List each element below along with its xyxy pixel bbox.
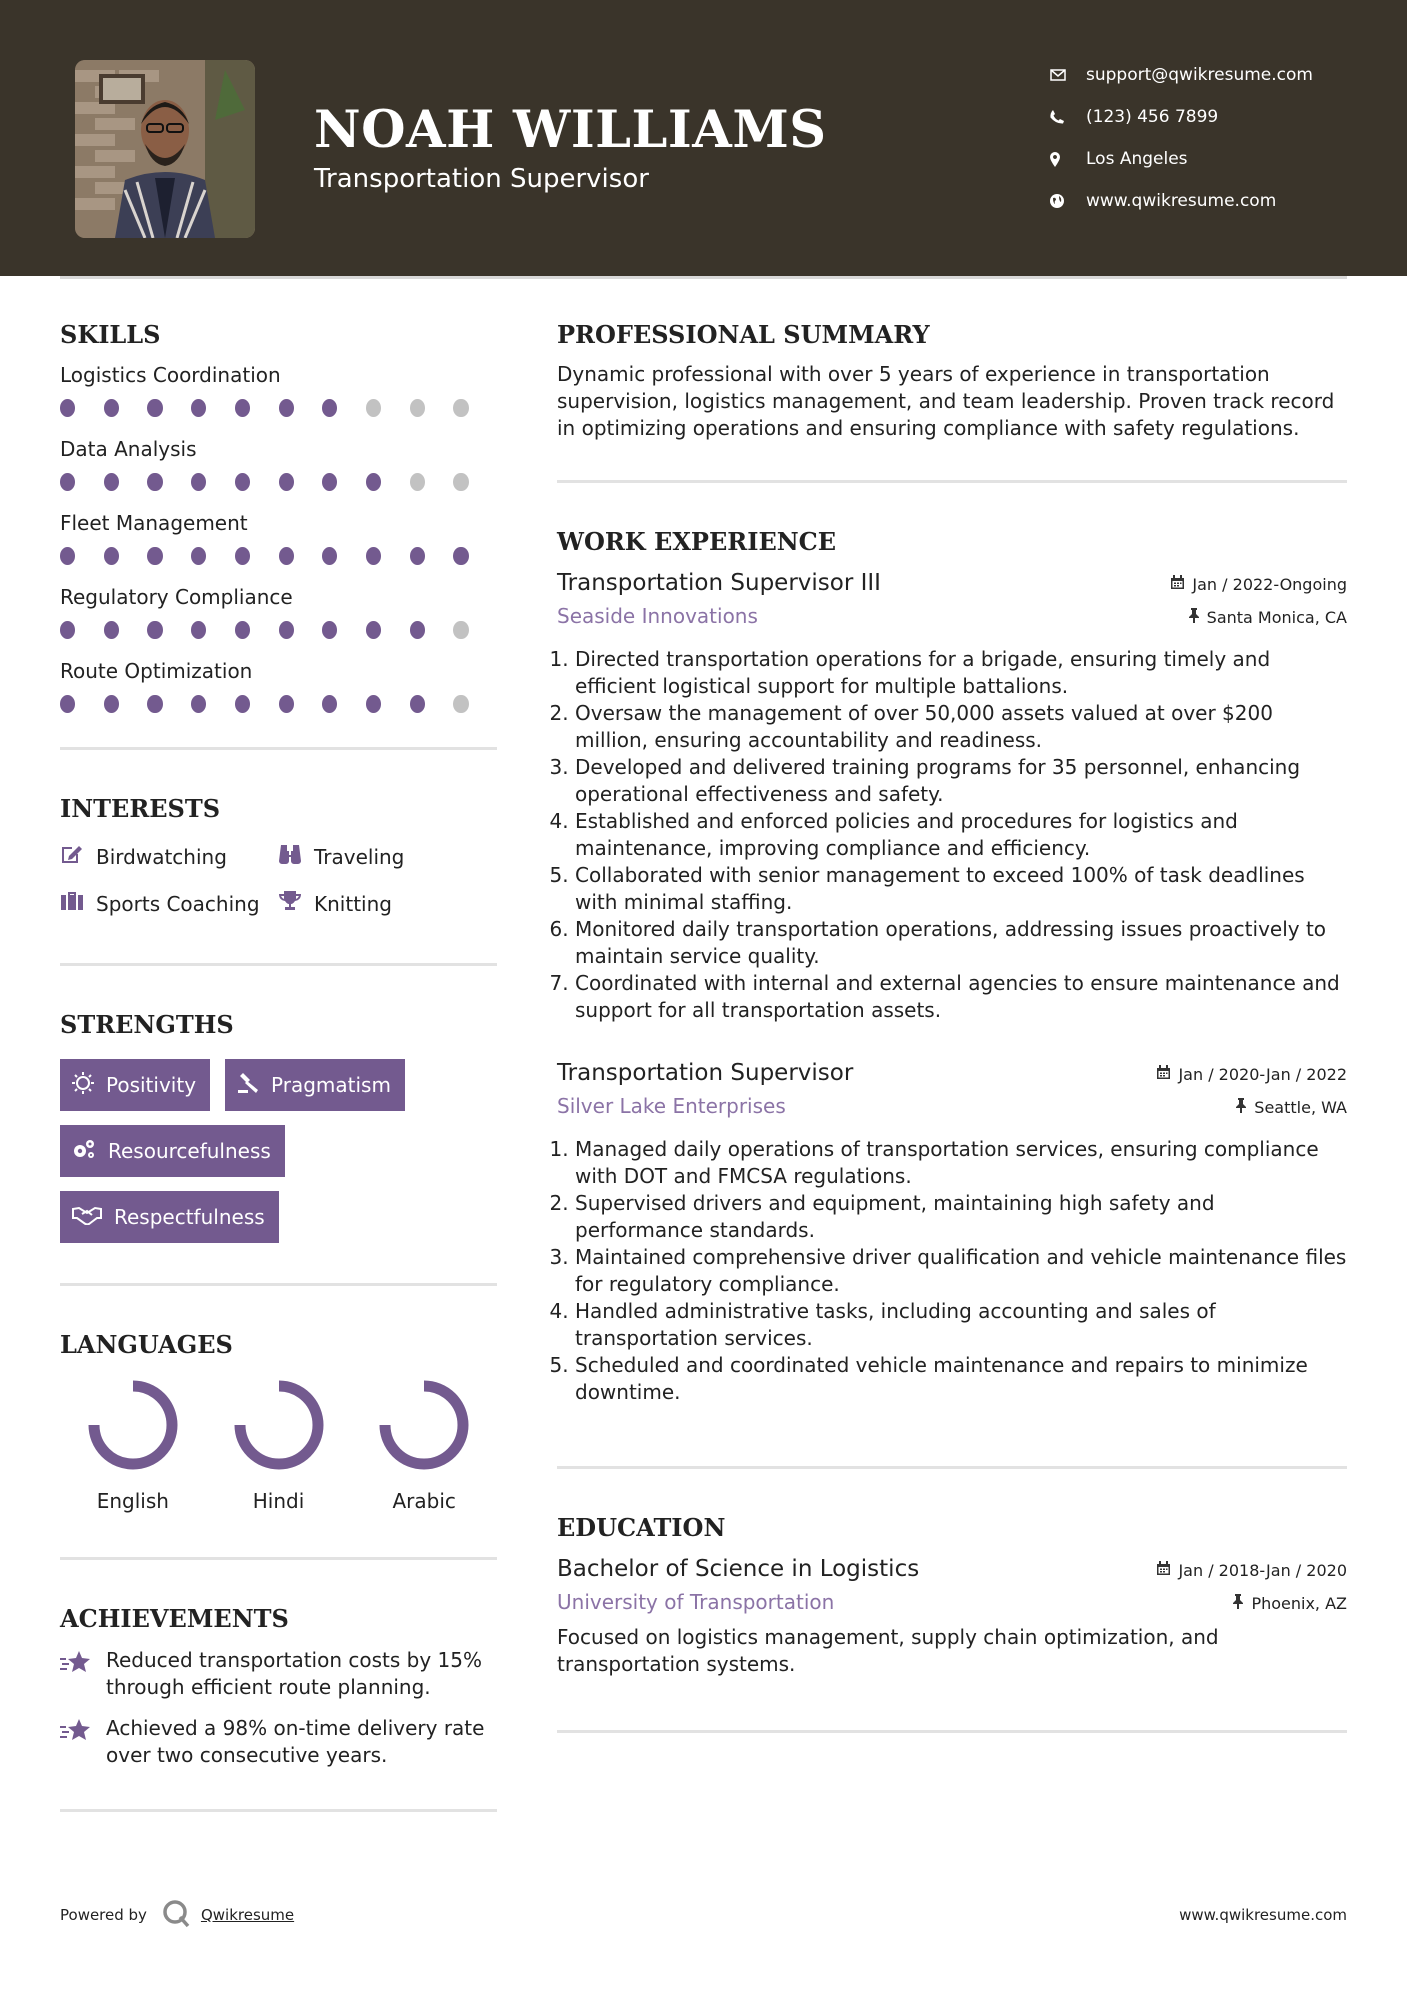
briefcase-icon bbox=[60, 890, 96, 917]
skill-item bbox=[60, 363, 497, 417]
rating-dot-filled bbox=[410, 547, 425, 565]
rating-dot-filled bbox=[366, 695, 381, 713]
interest-item bbox=[60, 843, 278, 870]
rating-dot-filled bbox=[366, 473, 381, 491]
gavel-icon bbox=[237, 1072, 271, 1099]
candidate-role: Transportation Supervisor bbox=[314, 164, 649, 194]
rating-dot-filled bbox=[235, 399, 250, 417]
skill-item bbox=[60, 659, 497, 713]
rating-dot-empty bbox=[453, 621, 468, 639]
strengths-title: STRENGTHS bbox=[60, 1010, 234, 1039]
contact-email-text: support@qwikresume.com bbox=[1086, 65, 1313, 85]
rating-dot-filled bbox=[235, 547, 250, 565]
language-item bbox=[351, 1377, 497, 1513]
rating-dot-filled bbox=[191, 473, 206, 491]
school-name: University of Transportation bbox=[557, 1590, 835, 1614]
rating-dot-filled bbox=[322, 473, 337, 491]
duty-item: 5. Scheduled and coordinated vehicle maintenance and repairs to minimize downtime. bbox=[575, 1352, 1347, 1406]
edit-icon bbox=[60, 843, 96, 870]
job-title: Transportation Supervisor bbox=[557, 1060, 854, 1086]
company-name: Silver Lake Enterprises bbox=[557, 1094, 786, 1118]
interest-label: Knitting bbox=[314, 891, 392, 916]
languages-title: LANGUAGES bbox=[60, 1330, 233, 1359]
contact-location-text: Los Angeles bbox=[1086, 149, 1188, 169]
interest-label: Traveling bbox=[314, 844, 405, 869]
job-location bbox=[1235, 1098, 1347, 1117]
qwikresume-logo-icon bbox=[161, 1898, 191, 1932]
achievement-text: Achieved a 98% on-time delivery rate over two consecutive years. bbox=[106, 1716, 485, 1767]
skill-rating bbox=[60, 695, 497, 713]
rating-dot-filled bbox=[147, 473, 162, 491]
rating-dot-filled bbox=[147, 621, 162, 639]
strength-badge bbox=[60, 1059, 210, 1111]
duty-item: 2. Supervised drivers and equipment, maintaining high safety and performance standards. bbox=[575, 1190, 1347, 1244]
summary-title: PROFESSIONAL SUMMARY bbox=[557, 320, 930, 349]
education-location bbox=[1232, 1594, 1347, 1613]
skill-item bbox=[60, 437, 497, 491]
rating-dot-filled bbox=[322, 547, 337, 565]
pin-icon bbox=[1235, 1098, 1254, 1117]
language-name: English bbox=[96, 1489, 169, 1513]
duty-item: 1. Managed daily operations of transportation services, ensuring compliance with DOT and FMCSA regulations. bbox=[575, 1136, 1347, 1190]
interest-item bbox=[60, 890, 278, 917]
rating-dot-filled bbox=[279, 399, 294, 417]
powered-by-text: Powered by bbox=[60, 1906, 147, 1924]
interests-title: INTERESTS bbox=[60, 794, 221, 823]
interest-label: Sports Coaching bbox=[96, 891, 260, 916]
rating-dot-filled bbox=[279, 695, 294, 713]
education-entry bbox=[557, 1556, 1347, 1678]
achievement-item bbox=[60, 1647, 497, 1701]
section-divider bbox=[557, 1730, 1347, 1733]
contact-website-text: www.qwikresume.com bbox=[1086, 191, 1277, 211]
job-location bbox=[1188, 608, 1347, 627]
skill-name: Regulatory Compliance bbox=[60, 585, 293, 609]
rating-dot-filled bbox=[279, 621, 294, 639]
strength-badge bbox=[225, 1059, 405, 1111]
gears-icon bbox=[72, 1138, 108, 1165]
job-location-text: Santa Monica, CA bbox=[1206, 608, 1347, 627]
job-date bbox=[1170, 575, 1347, 594]
resume-header bbox=[0, 0, 1407, 276]
section-divider bbox=[60, 747, 497, 750]
education-title: EDUCATION bbox=[557, 1513, 726, 1542]
rating-dot-empty bbox=[410, 473, 425, 491]
rating-dot-filled bbox=[60, 473, 75, 491]
duty-item: 3. Developed and delivered training programs for 35 personnel, enhancing operational effectiveness and safety. bbox=[575, 754, 1347, 808]
duties-list bbox=[557, 646, 1347, 1024]
strength-label: Positivity bbox=[106, 1073, 197, 1097]
star-icon bbox=[60, 1647, 106, 1701]
trophy-icon bbox=[278, 890, 314, 917]
rating-dot-empty bbox=[453, 473, 468, 491]
skill-rating bbox=[60, 399, 497, 417]
company-name: Seaside Innovations bbox=[557, 604, 758, 628]
rating-dot-filled bbox=[191, 399, 206, 417]
rating-dot-empty bbox=[366, 399, 381, 417]
job-entry bbox=[557, 1060, 1347, 1406]
degree-title: Bachelor of Science in Logistics bbox=[557, 1556, 920, 1582]
contact-list bbox=[1050, 54, 1380, 222]
skill-rating bbox=[60, 473, 497, 491]
job-date-text: Jan / 2020-Jan / 2022 bbox=[1178, 1065, 1347, 1084]
skill-name: Logistics Coordination bbox=[60, 363, 281, 387]
envelope-icon bbox=[1050, 69, 1086, 81]
rating-dot-filled bbox=[60, 547, 75, 565]
duty-item: 4. Established and enforced policies and procedures for logistics and maintenance, improving compliance and efficiency. bbox=[575, 808, 1347, 862]
interest-label: Birdwatching bbox=[96, 844, 227, 869]
rating-dot-filled bbox=[235, 473, 250, 491]
binoculars-icon bbox=[278, 843, 314, 870]
language-item bbox=[60, 1377, 206, 1513]
skills-title: SKILLS bbox=[60, 320, 161, 349]
section-divider bbox=[60, 963, 497, 966]
contact-website[interactable] bbox=[1050, 180, 1380, 222]
rating-dot-filled bbox=[104, 473, 119, 491]
profile-photo bbox=[75, 60, 255, 238]
job-location-text: Seattle, WA bbox=[1254, 1098, 1347, 1117]
calendar-icon bbox=[1156, 1065, 1178, 1084]
skill-name: Fleet Management bbox=[60, 511, 248, 535]
language-gauge bbox=[231, 1377, 327, 1473]
star-icon bbox=[60, 1715, 106, 1769]
skill-item bbox=[60, 511, 497, 565]
rating-dot-filled bbox=[104, 621, 119, 639]
rating-dot-filled bbox=[147, 547, 162, 565]
interest-item bbox=[278, 843, 498, 870]
rating-dot-filled bbox=[191, 695, 206, 713]
strengths-list bbox=[60, 1059, 497, 1243]
rating-dot-filled bbox=[191, 621, 206, 639]
rating-dot-filled bbox=[104, 399, 119, 417]
calendar-icon bbox=[1170, 575, 1192, 594]
rating-dot-filled bbox=[279, 547, 294, 565]
duties-list bbox=[557, 1136, 1347, 1406]
handshake-icon bbox=[72, 1205, 114, 1230]
achievements-list bbox=[60, 1647, 497, 1769]
section-divider bbox=[557, 1466, 1347, 1469]
sun-icon bbox=[72, 1072, 106, 1099]
calendar-icon bbox=[1156, 1561, 1178, 1580]
job-entry bbox=[557, 570, 1347, 1024]
section-divider bbox=[60, 1283, 497, 1286]
rating-dot-filled bbox=[322, 621, 337, 639]
section-divider bbox=[557, 480, 1347, 483]
education-description: Focused on logistics management, supply chain optimization, and transportation systems. bbox=[557, 1625, 1219, 1676]
footer-website[interactable]: www.qwikresume.com bbox=[1179, 1906, 1347, 1924]
skill-rating bbox=[60, 621, 497, 639]
languages-list bbox=[60, 1377, 497, 1513]
rating-dot-filled bbox=[235, 621, 250, 639]
job-date bbox=[1156, 1065, 1347, 1084]
header-divider bbox=[60, 276, 1347, 279]
skill-name: Data Analysis bbox=[60, 437, 197, 461]
rating-dot-filled bbox=[366, 547, 381, 565]
education-date bbox=[1156, 1561, 1347, 1580]
rating-dot-filled bbox=[410, 621, 425, 639]
rating-dot-filled bbox=[191, 547, 206, 565]
strength-badge bbox=[60, 1191, 279, 1243]
rating-dot-filled bbox=[453, 547, 468, 565]
rating-dot-filled bbox=[322, 695, 337, 713]
skills-list bbox=[60, 363, 497, 713]
education-date-text: Jan / 2018-Jan / 2020 bbox=[1178, 1561, 1347, 1580]
language-gauge bbox=[376, 1377, 472, 1473]
interests-list bbox=[60, 843, 497, 917]
rating-dot-empty bbox=[453, 399, 468, 417]
duty-item: 1. Directed transportation operations for a brigade, ensuring timely and efficient logistical support for multiple battalions. bbox=[575, 646, 1347, 700]
contact-location bbox=[1050, 138, 1380, 180]
globe-icon bbox=[1050, 194, 1086, 208]
rating-dot-filled bbox=[410, 695, 425, 713]
rating-dot-filled bbox=[60, 621, 75, 639]
duty-item: 7. Coordinated with internal and external agencies to ensure maintenance and support for all transportation assets. bbox=[575, 970, 1347, 1024]
rating-dot-filled bbox=[60, 399, 75, 417]
right-column bbox=[557, 320, 1347, 1733]
language-name: Arabic bbox=[392, 1489, 456, 1513]
footer-powered bbox=[60, 1898, 294, 1932]
job-title: Transportation Supervisor III bbox=[557, 570, 881, 596]
job-date-text: Jan / 2022-Ongoing bbox=[1192, 575, 1347, 594]
work-title: WORK EXPERIENCE bbox=[557, 527, 837, 556]
achievement-item bbox=[60, 1715, 497, 1769]
rating-dot-filled bbox=[147, 695, 162, 713]
section-divider bbox=[60, 1557, 497, 1560]
strength-badge bbox=[60, 1125, 285, 1177]
interest-item bbox=[278, 890, 498, 917]
skill-rating bbox=[60, 547, 497, 565]
education-location-text: Phoenix, AZ bbox=[1251, 1594, 1347, 1613]
rating-dot-empty bbox=[410, 399, 425, 417]
pin-icon bbox=[1232, 1594, 1251, 1613]
strength-label: Resourcefulness bbox=[108, 1139, 271, 1163]
language-item bbox=[206, 1377, 352, 1513]
left-column bbox=[60, 320, 497, 1812]
skill-item bbox=[60, 585, 497, 639]
achievement-text: Reduced transportation costs by 15% through efficient route planning. bbox=[106, 1648, 482, 1699]
contact-phone[interactable] bbox=[1050, 96, 1380, 138]
language-name: Hindi bbox=[252, 1489, 305, 1513]
rating-dot-filled bbox=[104, 695, 119, 713]
skill-name: Route Optimization bbox=[60, 659, 253, 683]
qwikresume-link[interactable]: Qwikresume bbox=[200, 1906, 295, 1924]
language-gauge bbox=[85, 1377, 181, 1473]
map-pin-icon bbox=[1050, 152, 1086, 167]
pin-icon bbox=[1188, 608, 1207, 627]
rating-dot-filled bbox=[235, 695, 250, 713]
summary-text: Dynamic professional with over 5 years of experience in transportation supervision, logistics management, and team leadership. Proven track record in optimizing operations and ensuring compliance with safety regulations. bbox=[557, 362, 1335, 440]
duty-item: 2. Oversaw the management of over 50,000 assets valued at over $200 million, ensuring accountability and readiness. bbox=[575, 700, 1347, 754]
section-divider bbox=[60, 1809, 497, 1812]
rating-dot-empty bbox=[453, 695, 468, 713]
rating-dot-filled bbox=[60, 695, 75, 713]
candidate-name: NOAH WILLIAMS bbox=[314, 100, 827, 160]
contact-email[interactable] bbox=[1050, 54, 1380, 96]
contact-phone-text: (123) 456 7899 bbox=[1086, 107, 1219, 127]
rating-dot-filled bbox=[279, 473, 294, 491]
strength-label: Pragmatism bbox=[271, 1073, 391, 1097]
rating-dot-filled bbox=[366, 621, 381, 639]
rating-dot-filled bbox=[322, 399, 337, 417]
duty-item: 5. Collaborated with senior management to exceed 100% of task deadlines with minimal staffing. bbox=[575, 862, 1347, 916]
rating-dot-filled bbox=[104, 547, 119, 565]
achievements-title: ACHIEVEMENTS bbox=[60, 1604, 289, 1633]
rating-dot-filled bbox=[147, 399, 162, 417]
phone-icon bbox=[1050, 110, 1086, 124]
duty-item: 4. Handled administrative tasks, including accounting and sales of transportation services. bbox=[575, 1298, 1347, 1352]
duty-item: 3. Maintained comprehensive driver qualification and vehicle maintenance files for regulatory compliance. bbox=[575, 1244, 1347, 1298]
strength-label: Respectfulness bbox=[114, 1205, 265, 1229]
duty-item: 6. Monitored daily transportation operations, addressing issues proactively to maintain service quality. bbox=[575, 916, 1347, 970]
